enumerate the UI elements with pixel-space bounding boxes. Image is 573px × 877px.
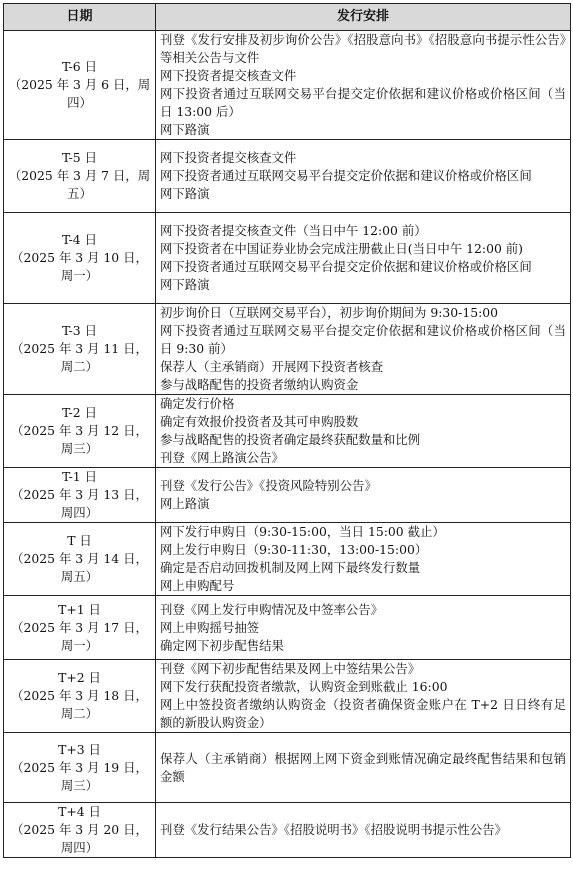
arrangement-item: 参与战略配售的投资者缴纳认购资金 (160, 377, 359, 392)
arrangement-item: 网上中签投资者缴纳认购资金（投资者确保资金账户在 T+2 日日终有足额的新股认购资金） (160, 697, 566, 730)
day-label: T-2 日 (61, 405, 98, 420)
date-cell (4, 733, 156, 803)
arrangement-item: 确定发行价格 (160, 396, 235, 411)
date-cell (4, 395, 156, 468)
date-text: 周五） (60, 569, 99, 584)
day-label: T-5 日 (61, 150, 98, 165)
arrangement-item: 网下投资者提交核查文件（当日中午 12:00 前） (160, 223, 427, 238)
arrangement-item: 网下投资者通过互联网交易平台提交定价依据和建议价格或价格区间 (160, 259, 532, 274)
table-row (4, 395, 571, 468)
date-text: 四） (67, 95, 92, 110)
date-text: 周一） (60, 637, 99, 653)
date-text: （2025 年 3 月 11 日， (11, 341, 148, 356)
table-row (4, 596, 571, 660)
arrangement-item: 网下投资者在中国证券业协会完成注册截止日(当日中午 12:00 前) (160, 241, 524, 256)
date-text: （2025 年 3 月 14 日， (11, 551, 148, 566)
arrangement-item: 网下投资者通过互联网交易平台提交定价依据和建议价格或价格区间（当日 9:30 前） (160, 323, 566, 356)
date-cell (4, 596, 156, 660)
date-text: 五） (67, 186, 92, 201)
arrangement-item: 网下投资者通过互联网交易平台提交定价依据和建议价格或价格区间（当日 13:00 后） (160, 86, 566, 119)
date-cell (4, 213, 156, 304)
arrangement-cell (156, 596, 571, 660)
day-label: T+1 日 (58, 601, 101, 617)
table-header-row (4, 4, 571, 31)
arrangement-cell (156, 304, 571, 395)
arrangement-item: 参与战略配售的投资者确定最终获配数量和比例 (160, 432, 421, 447)
arrangement-cell (156, 803, 571, 858)
arrangement-item: 保荐人（主承销商）根据网上网下资金到账情况确定最终配售结果和包销金额 (160, 750, 566, 784)
arrangement-item: 网上路演 (160, 496, 210, 511)
date-text: （2025 年 3 月 18 日， (11, 688, 148, 703)
arrangement-item: 刊登《网下初步配售结果及网上中签结果公告》 (160, 661, 421, 676)
arrangement-item: 确定网下初步配售结果 (160, 637, 284, 653)
arrangement-cell (156, 733, 571, 803)
arrangement-cell (156, 395, 571, 468)
arrangement-item: 刊登《发行结果公告》《招股说明书》《招股说明书提示性公告》 (160, 822, 507, 837)
date-cell (4, 31, 156, 140)
arrangement-item: 网上申购摇号抽签 (160, 619, 260, 635)
arrangement-item: 刊登《网上路演公告》 (160, 450, 284, 465)
schedule-body (4, 31, 571, 858)
date-text: 周三） (60, 441, 99, 456)
arrangement-item: 网下路演 (160, 122, 210, 137)
date-text: 周四） (60, 840, 99, 855)
table-row (4, 468, 571, 523)
arrangement-item: 网上申购配号 (160, 578, 235, 593)
arrangement-item: 网上发行申购日（9:30-11:30，13:00-15:00） (160, 542, 428, 557)
date-text: （2025 年 3 月 19 日， (11, 759, 148, 775)
date-text: （2025 年 3 月 13 日， (11, 487, 148, 502)
date-text: （2025 年 3 月 6 日，周 (8, 77, 151, 92)
arrangement-item: 刊登《网上发行申购情况及中签率公告》 (160, 601, 384, 617)
day-label: T+3 日 (58, 741, 101, 757)
arrangement-item: 网下发行获配投资者缴款，认购资金到账截止 16:00 (160, 679, 448, 694)
date-cell (4, 468, 156, 523)
date-text: （2025 年 3 月 12 日， (11, 423, 148, 438)
table-row (4, 31, 571, 140)
day-label: T-3 日 (61, 323, 98, 338)
arrangement-item: 确定是否启动回拨机制及网上网下最终发行数量 (160, 560, 421, 575)
day-label: T-6 日 (61, 59, 98, 74)
date-text: 周三） (60, 777, 99, 793)
table-row (4, 140, 571, 213)
arrangement-item: 刊登《发行公告》《投资风险特别公告》 (160, 478, 377, 493)
arrangement-item: 网下投资者提交核查文件 (160, 150, 297, 165)
date-cell (4, 803, 156, 858)
date-text: （2025 年 3 月 10 日， (11, 250, 148, 265)
table-row (4, 523, 571, 596)
arrangement-item: 网下发行申购日（9:30-15:00，当日 15:00 截止） (160, 524, 445, 539)
date-text: 周二） (60, 359, 99, 374)
day-label: T 日 (67, 533, 92, 548)
arrangement-cell (156, 31, 571, 140)
date-cell (4, 660, 156, 733)
table-row (4, 213, 571, 304)
date-text: （2025 年 3 月 20 日， (11, 822, 148, 837)
arrangement-item: 网下投资者提交核查文件 (160, 68, 297, 83)
arrangement-cell (156, 660, 571, 733)
arrangement-item: 网下路演 (160, 186, 210, 201)
arrangement-cell (156, 523, 571, 596)
arrangement-item: 刊登《发行安排及初步询价公告》《招股意向书》《招股意向书提示性公告》等相关公告与文件 (160, 32, 566, 65)
date-text: （2025 年 3 月 7 日，周 (8, 168, 151, 183)
arrangement-item: 初步询价日（互联网交易平台），初步询价期间为 9:30-15:00 (160, 305, 499, 320)
table-row (4, 803, 571, 858)
day-label: T+2 日 (58, 670, 101, 685)
arrangement-item: 网下路演 (160, 277, 210, 292)
date-cell (4, 304, 156, 395)
arrangement-cell (156, 140, 571, 213)
arrangement-cell (156, 213, 571, 304)
date-text: 周一） (60, 268, 99, 283)
arrangement-item: 保荐人（主承销商）开展网下投资者核查 (160, 359, 384, 374)
date-cell (4, 140, 156, 213)
table-row (4, 660, 571, 733)
date-text: （2025 年 3 月 17 日， (11, 619, 148, 635)
arrangement-cell (156, 468, 571, 523)
day-label: T-1 日 (61, 469, 98, 484)
day-label: T-4 日 (61, 232, 98, 247)
table-row (4, 733, 571, 803)
date-column-header: 日期 (4, 4, 156, 31)
date-text: 周二） (60, 706, 99, 721)
arrangement-item: 网下投资者通过互联网交易平台提交定价依据和建议价格或价格区间 (160, 168, 532, 183)
day-label: T+4 日 (58, 804, 101, 819)
arrangement-item: 确定有效报价投资者及其可申购股数 (160, 414, 359, 429)
date-text: 周四） (60, 505, 99, 520)
issuance-schedule-table (3, 3, 571, 858)
table-row (4, 304, 571, 395)
date-cell (4, 523, 156, 596)
arrangement-column-header: 发行安排 (156, 4, 571, 31)
